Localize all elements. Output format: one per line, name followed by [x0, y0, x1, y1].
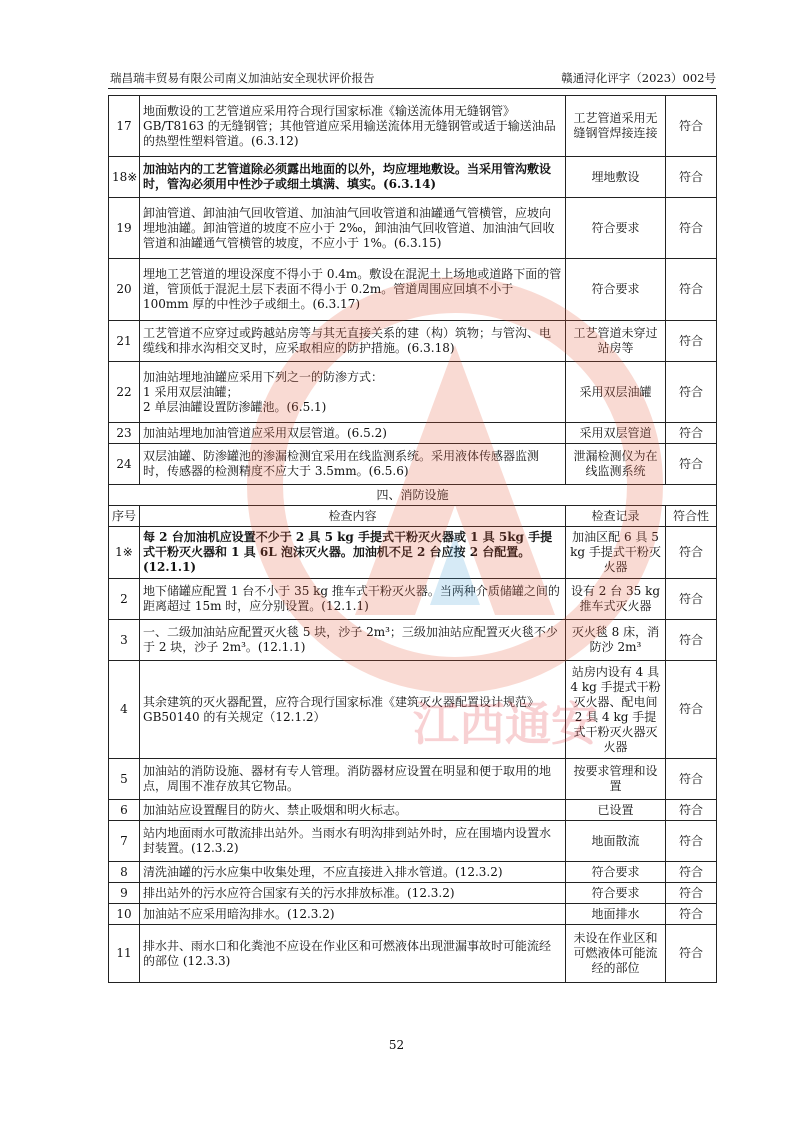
row-number: 22: [109, 362, 140, 423]
row-number: 10: [109, 904, 140, 925]
table-row: [109, 259, 717, 321]
row-record: 站房内设有 4 具 4 kg 手提式干粉灭火器、配电间 2 具 4 kg 手提式干粉灭火器灭火器: [566, 661, 666, 759]
row-record: 已设置: [566, 800, 666, 821]
section-title: 四、消防设施: [109, 485, 717, 506]
row-record: 采用双层管道: [566, 423, 666, 444]
row-result: 符合: [666, 661, 717, 759]
row-record: 灭火毯 8 床，消防沙 2m³: [566, 620, 666, 661]
table-row: [109, 579, 717, 620]
content-line: 2 单层油罐设置防渗罐池。(6.5.1): [143, 399, 327, 414]
row-result: 符合: [666, 904, 717, 925]
row-result: 符合: [666, 759, 717, 800]
row-content: 加油站不应采用暗沟排水。(12.3.2): [140, 904, 566, 925]
row-number: 7: [109, 821, 140, 862]
row-result: 符合: [666, 423, 717, 444]
row-number: 20: [109, 259, 140, 321]
row-content: 其余建筑的灭火器配置，应符合现行国家标准《建筑灭火器配置设计规范》GB50140 的有关规定（12.1.2）: [140, 661, 566, 759]
row-content: 站内地面雨水可散流排出站外。当雨水有明沟排到站外时，应在围墙内设置水封装置。(12.3.2): [140, 821, 566, 862]
inspection-table: [108, 95, 717, 983]
page-header: [108, 70, 716, 89]
row-number: 4: [109, 661, 140, 759]
table-row: [109, 198, 717, 259]
row-record: 按要求管理和设置: [566, 759, 666, 800]
row-result: 符合: [666, 157, 717, 198]
row-content: 加油站埋地加油管道应采用双层管道。(6.5.2): [140, 423, 566, 444]
watermark-text: 江西通安: [413, 697, 597, 751]
row-record: 工艺管道未穿过站房等: [566, 321, 666, 362]
row-result: 符合: [666, 925, 717, 983]
row-record: 未设在作业区和可燃液体可能流经的部位: [566, 925, 666, 983]
row-result: 符合: [666, 821, 717, 862]
row-result: 符合: [666, 527, 717, 579]
column-header-record: 检查记录: [566, 506, 666, 527]
row-content: 排出站外的污水应符合国家有关的污水排放标准。(12.3.2): [140, 883, 566, 904]
row-content: 排水井、雨水口和化粪池不应设在作业区和可燃液体出现泄漏事故时可能流经的部位 (12.3.3): [140, 925, 566, 983]
row-result: 符合: [666, 800, 717, 821]
content-line: 加油站埋地油罐应采用下列之一的防渗方式：: [143, 369, 384, 384]
table-row: [109, 157, 717, 198]
row-result: 符合: [666, 321, 717, 362]
row-number: 1※: [109, 527, 140, 579]
row-content: 工艺管道不应穿过或跨越站房等与其无直接关系的建（构）筑物；与管沟、电缆线和排水沟相交叉时，应采取相应的防护措施。(6.3.18): [140, 321, 566, 362]
row-content: 地下储罐应配置 1 台不小于 35 kg 推车式干粉灭火器。当两种介质储罐之间的距离超过 15m 时，应分别设置。(12.1.1): [140, 579, 566, 620]
row-result: 符合: [666, 883, 717, 904]
table-row: [109, 862, 717, 883]
section-row: [109, 485, 717, 506]
table-row: [109, 821, 717, 862]
report-number: 赣通浔化评字（2023）002号: [561, 71, 716, 85]
row-number: 11: [109, 925, 140, 983]
row-record: 符合要求: [566, 883, 666, 904]
row-content: 双层油罐、防渗罐池的渗漏检测宜采用在线监测系统。采用液体传感器监测时，传感器的检测精度不应大于 3.5mm。(6.5.6): [140, 444, 566, 485]
row-record: 工艺管道采用无缝钢管焊接连接: [566, 96, 666, 157]
row-result: 符合: [666, 362, 717, 423]
row-number: 18※: [109, 157, 140, 198]
row-record: 泄漏检测仪为在线监测系统: [566, 444, 666, 485]
table-row: [109, 444, 717, 485]
row-content: 加油站应设置醒目的防火、禁止吸烟和明火标志。: [140, 800, 566, 821]
row-result: 符合: [666, 444, 717, 485]
row-content: 加油站的消防设施、器材有专人管理。消防器材应设置在明显和便于取用的地点，周围不准存放其它物品。: [140, 759, 566, 800]
column-header-row: [109, 506, 717, 527]
table-row: [109, 321, 717, 362]
row-number: 3: [109, 620, 140, 661]
row-number: 23: [109, 423, 140, 444]
table-row: [109, 904, 717, 925]
row-record: 埋地敷设: [566, 157, 666, 198]
table-row: [109, 883, 717, 904]
row-content: [140, 362, 566, 423]
table-row: [109, 800, 717, 821]
row-number: 19: [109, 198, 140, 259]
row-record: 设有 2 台 35 kg 推车式灭火器: [566, 579, 666, 620]
column-header-content: 检查内容: [140, 506, 566, 527]
row-result: 符合: [666, 579, 717, 620]
row-record: 地面散流: [566, 821, 666, 862]
row-result: 符合: [666, 259, 717, 321]
column-header-result: 符合性: [666, 506, 717, 527]
column-header-no: 序号: [109, 506, 140, 527]
row-number: 8: [109, 862, 140, 883]
row-record: 地面排水: [566, 904, 666, 925]
row-result: 符合: [666, 96, 717, 157]
table-row: [109, 362, 717, 423]
table-row: [109, 661, 717, 759]
row-number: 24: [109, 444, 140, 485]
table-row: [109, 527, 717, 579]
row-content: 加油站内的工艺管道除必须露出地面的以外，均应埋地敷设。当采用管沟敷设时，管沟必须用中性沙子或细土填满、填实。(6.3.14): [140, 157, 566, 198]
table-row: [109, 96, 717, 157]
row-content: 埋地工艺管道的埋设深度不得小于 0.4m。敷设在混泥土上场地或道路下面的管道，管顶低于混泥土层下表面不得小于 0.2m。管道周围应回填不小于 100mm 厚的中性沙子或细土。(6.3.17): [140, 259, 566, 321]
row-content: 每 2 台加油机应设置不少于 2 具 5 kg 手提式干粉灭火器或 1 具 5kg 手提式干粉灭火器和 1 具 6L 泡沫灭火器。加油机不足 2 台应按 2 台配置。(12.1.1): [140, 527, 566, 579]
row-number: 2: [109, 579, 140, 620]
page-number: 52: [388, 1038, 405, 1052]
row-result: 符合: [666, 862, 717, 883]
row-number: 5: [109, 759, 140, 800]
row-record: 加油区配 6 具 5 kg 手提式干粉灭火器: [566, 527, 666, 579]
row-content: 清洗油罐的污水应集中收集处理，不应直接进入排水管道。(12.3.2): [140, 862, 566, 883]
report-title: 瑞昌瑞丰贸易有限公司南义加油站安全现状评价报告: [110, 71, 375, 85]
row-result: 符合: [666, 620, 717, 661]
row-number: 6: [109, 800, 140, 821]
row-record: 符合要求: [566, 862, 666, 883]
row-number: 21: [109, 321, 140, 362]
row-content: 地面敷设的工艺管道应采用符合现行国家标准《输送流体用无缝钢管》GB/T8163 的无缝钢管；其他管道应采用输送流体用无缝钢管或适于输送油品的热塑性塑料管道。(6.3.12): [140, 96, 566, 157]
row-number: 9: [109, 883, 140, 904]
row-record: 符合要求: [566, 259, 666, 321]
row-number: 17: [109, 96, 140, 157]
table-row: [109, 423, 717, 444]
table-row: [109, 925, 717, 983]
row-content: 卸油管道、卸油油气回收管道、加油油气回收管道和油罐通气管横管，应坡向埋地油罐。卸油管道的坡度不应小于 2‰，卸油油气回收管道、加油油气回收管道和油罐通气管横管的坡度，不应小于 1%。(6.3.15): [140, 198, 566, 259]
row-record: 符合要求: [566, 198, 666, 259]
table-row: [109, 620, 717, 661]
row-content: 一、二级加油站应配置灭火毯 5 块，沙子 2m³；三级加油站应配置灭火毯不少于 2 块，沙子 2m³。(12.1.1): [140, 620, 566, 661]
row-record: 采用双层油罐: [566, 362, 666, 423]
row-result: 符合: [666, 198, 717, 259]
content-line: 1 采用双层油罐；: [143, 384, 239, 399]
table-row: [109, 759, 717, 800]
